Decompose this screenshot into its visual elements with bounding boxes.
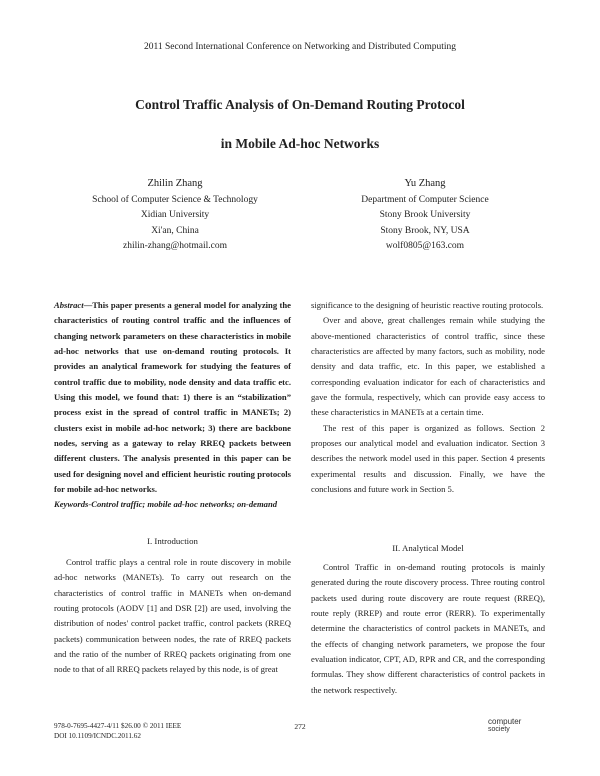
analytical-model-paragraph: Control Traffic in on-demand routing protocols is mainly generated during the route discovery process. Three routing control packets used during route discovery are route request (RREQ), route reply (RREP) and route error (RERR). To experimentally determine the characteristics of control packets in MANETs, and the effects of changing network parameters, we propose the four evaluation indicator, CPT, AD, RPR and CR, and the corresponding formulas. They show different characteristics of control packets in the network respectively.	[311, 562, 545, 695]
footer-doi: DOI 10.1109/ICNDC.2011.62	[54, 731, 141, 740]
logo-text-top: computer	[488, 717, 522, 726]
author-name: Zhilin Zhang	[147, 178, 203, 189]
abstract-label: Abstract	[54, 300, 84, 310]
paragraph-organization: The rest of this paper is organized as follows. Section 2 proposes our analytical model and evaluation indicator. Section 3 describes the network model used in this paper. Section 4 presents experimental results and discussion. Finally, we have the conclusions and future work in Section 5.	[311, 422, 545, 495]
author-university: Xidian University	[140, 210, 210, 220]
abstract-text: —This paper presents a general model for analyzing the characteristics of routing control traffic and the influences of changing network parameters on these characteristics in mobile ad-hoc networks that use on-demand routing protocols. It provides an analytical framework for studying the features of control traffic due to mobility, node density and data traffic etc. Using this model, we found that: 1) there is an “stabilization” process exist in the spread of control traffic in MANETs; 2) clusters exist in mobile ad-hoc network; 3) there are backbone nodes, serving as a gateway to relay RREQ packets between different clusters. The analysis presented in this paper can be used for designing novel and efficient heuristic routing protocols for mobile ad-hoc networks.	[54, 300, 291, 495]
author-dept: School of Computer Science & Technology	[92, 194, 258, 205]
author-email: zhilin-zhang@hotmail.com	[123, 241, 227, 251]
paragraph-challenges: Over and above, great challenges remain while studying the above-mentioned characteristics of control traffic, since these characteristics are affected by many factors, such as mobility, node density and data traffic, etc. In this paper, we established a corresponding evaluation indicator for each of characteristics and gave the formula, respectively, which can provide easy access to these characteristics in MANETs at a certain time.	[311, 315, 545, 418]
paper-title-line1: Control Traffic Analysis of On-Demand Routing Protocol	[135, 97, 465, 112]
author-email: wolf0805@163.com	[385, 241, 465, 251]
author-name: Yu Zhang	[404, 178, 446, 189]
author-dept: Department of Computer Science	[361, 194, 489, 205]
author-university: Stony Brook University	[379, 210, 471, 220]
author-block-2	[300, 176, 550, 255]
author-location: Stony Brook, NY, USA	[380, 225, 470, 236]
abstract	[54, 298, 291, 497]
logo-text-bottom: society	[488, 726, 510, 733]
right-column-body	[311, 298, 545, 497]
footer-isbn: 978-0-7695-4427-4/11 $26.00 © 2011 IEEE	[54, 722, 182, 730]
author-block-1	[50, 176, 300, 255]
analytical-model-body	[311, 560, 545, 698]
author-location: Xi'an, China	[151, 225, 199, 236]
computer-society-logo	[488, 717, 543, 734]
keywords-label: Keywords-	[54, 499, 92, 509]
section-heading-analytical-model: II. Analytical Model	[392, 543, 464, 553]
introduction-paragraph: Control traffic plays a central role in route discovery in mobile ad-hoc networks (MANETs). To carry out research on the characteristics of control traffic in MANETs when on-demand routing protocols (AODV [1] and DSR [2]) are used, involving the distribution of nodes' control packet traffic, control packets (RREQ packets) communication between nodes, the rate of RREQ packets and the ratio of the number of RREQ packets originating from one node to that of all RREQ packets relayed by this node, is of great	[54, 557, 291, 675]
continued-paragraph: significance to the designing of heuristic reactive routing protocols.	[311, 300, 544, 310]
section-heading-introduction: I. Introduction	[147, 536, 198, 546]
keywords	[54, 497, 291, 512]
introduction-body	[54, 555, 291, 678]
keywords-text: Control traffic; mobile ad-hoc networks; on-demand	[91, 499, 278, 509]
page-number: 272	[294, 722, 306, 731]
conference-header: 2011 Second International Conference on Networking and Distributed Computing	[143, 42, 457, 52]
paper-title-line2: in Mobile Ad-hoc Networks	[220, 136, 380, 151]
